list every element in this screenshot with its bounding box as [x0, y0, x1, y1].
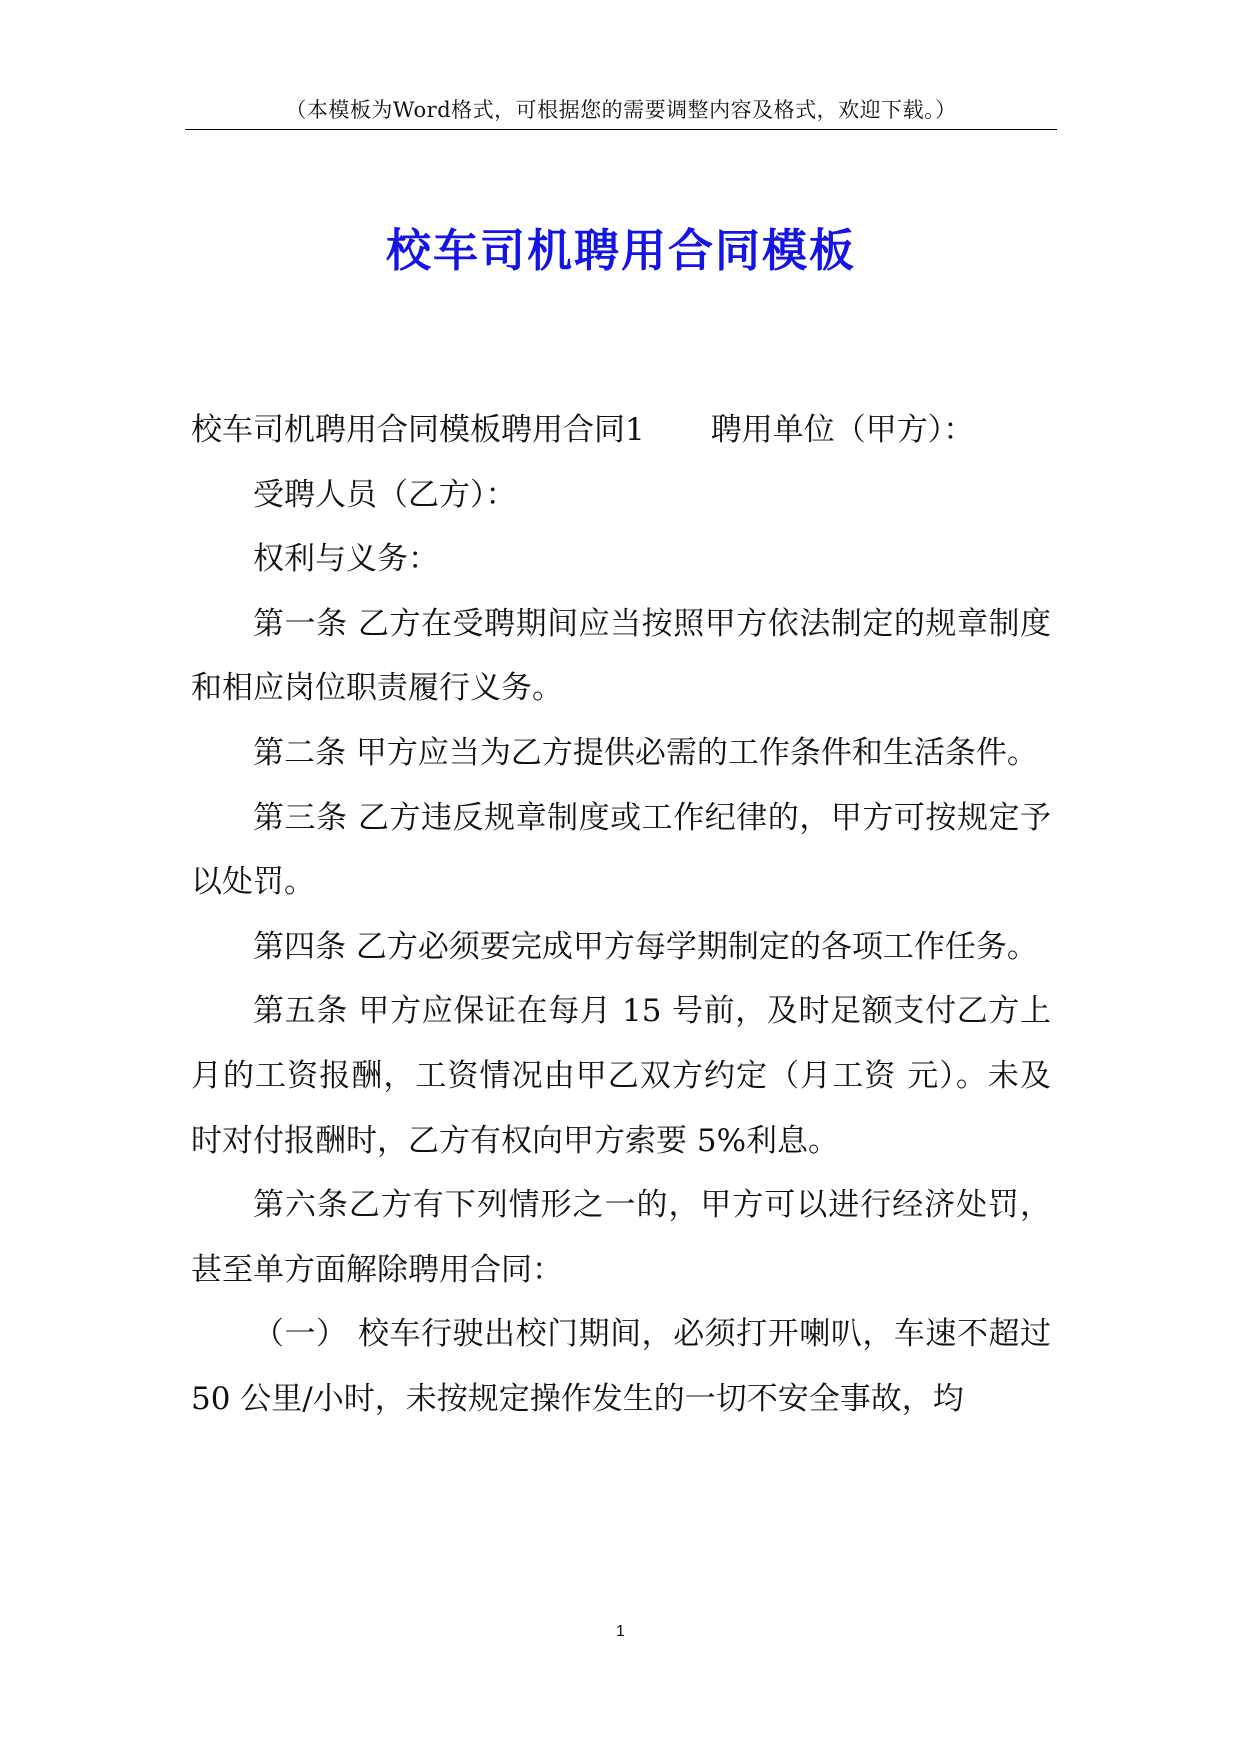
- page-number: 1: [616, 1623, 625, 1640]
- article-1: 第一条 乙方在受聘期间应当按照甲方依法制定的规章制度和相应岗位职责履行义务。: [191, 605, 1051, 707]
- intro-contract-name: 校车司机聘用合同模板聘用合同1: [191, 412, 645, 448]
- intro-line: [191, 398, 1051, 463]
- party-a-label: 聘用单位（甲方）：: [710, 412, 975, 448]
- article-2: 第二条 甲方应当为乙方提供必需的工作条件和生活条件。: [253, 734, 1038, 771]
- party-b-label: 受聘人员（乙方）：: [253, 476, 517, 513]
- header-divider: [185, 129, 1057, 130]
- article-5: 第五条 甲方应保证在每月 15 号前，及时足额支付乙方上月的工资报酬，工资情况由甲乙双方约定（月工资 元）。未及时对付报酬时，乙方有权向甲方索要 5%利息。: [191, 993, 1051, 1159]
- header-note: （本模板为Word格式，可根据您的需要调整内容及格式，欢迎下载。）: [285, 98, 957, 122]
- article-4: 第四条 乙方必须要完成甲方每学期制定的各项工作任务。: [253, 928, 1038, 965]
- article-6: 第六条乙方有下列情形之一的，甲方可以进行经济处罚，甚至单方面解除聘用合同：: [191, 1187, 1051, 1288]
- article-6-item-1: （一） 校车行驶出校门期间，必须打开喇叭，车速不超过 50 公里/小时，未按规定操作发生的一切不安全事故，均: [191, 1316, 1051, 1417]
- rights-heading: 权利与义务：: [253, 541, 439, 578]
- document-title: 校车司机聘用合同模板: [385, 224, 856, 277]
- article-3: 第三条 乙方违反规章制度或工作纪律的，甲方可按规定予以处罚。: [191, 799, 1051, 901]
- document-body: [191, 398, 1051, 1432]
